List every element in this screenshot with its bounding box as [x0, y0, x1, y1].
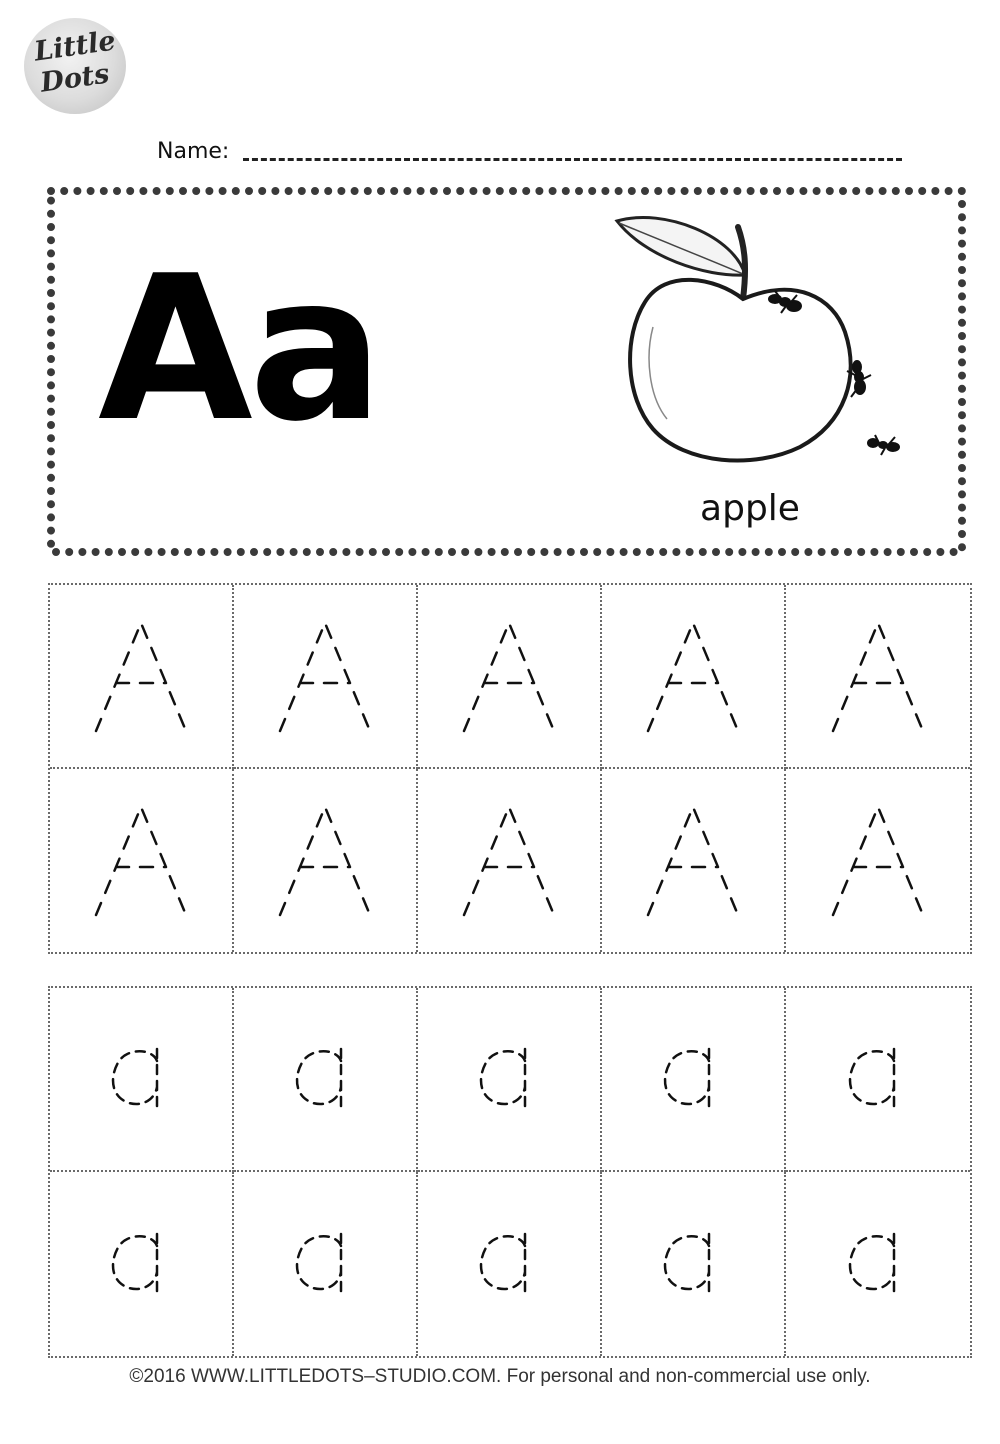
uppercase-dashed-letter-A — [454, 795, 564, 925]
uppercase-dashed-letter-A — [86, 611, 196, 741]
lowercase-tracing-cell[interactable] — [234, 1172, 418, 1356]
uppercase-tracing-cell[interactable] — [786, 769, 970, 953]
footer-copyright: ©2016 WWW.LITTLEDOTS–STUDIO.COM. For personal and non-commercial use only. — [129, 1366, 871, 1387]
uppercase-tracing-cell[interactable] — [234, 769, 418, 953]
lowercase-tracing-cell[interactable] — [50, 988, 234, 1172]
lowercase-tracing-grid — [48, 986, 972, 1358]
hero-letter-panel — [45, 185, 968, 558]
uppercase-tracing-cell[interactable] — [602, 769, 786, 953]
uppercase-tracing-grid — [48, 583, 972, 954]
logo-line-2: Dots — [38, 58, 112, 99]
name-label: Name: — [157, 139, 230, 164]
lowercase-tracing-cell[interactable] — [418, 1172, 602, 1356]
lowercase-dashed-letter-a — [469, 1224, 549, 1304]
little-dots-logo — [24, 18, 126, 114]
lowercase-dashed-letter-a — [838, 1224, 918, 1304]
lowercase-tracing-cell[interactable] — [602, 988, 786, 1172]
uppercase-dashed-letter-A — [270, 611, 380, 741]
lowercase-dashed-letter-a — [285, 1039, 365, 1119]
uppercase-tracing-cell[interactable] — [786, 585, 970, 769]
lowercase-dashed-letter-a — [838, 1039, 918, 1119]
lowercase-dashed-letter-a — [653, 1039, 733, 1119]
lowercase-tracing-cell[interactable] — [786, 1172, 970, 1356]
logo-line-1: Little — [32, 25, 118, 68]
lowercase-tracing-cell[interactable] — [602, 1172, 786, 1356]
uppercase-tracing-cell[interactable] — [50, 585, 234, 769]
uppercase-dashed-letter-A — [270, 795, 380, 925]
hero-letters: Aa — [98, 233, 380, 466]
name-field[interactable] — [157, 130, 902, 166]
uppercase-tracing-cell[interactable] — [418, 585, 602, 769]
uppercase-dashed-letter-A — [823, 795, 933, 925]
picture-word: apple — [700, 488, 800, 529]
lowercase-tracing-cell[interactable] — [234, 988, 418, 1172]
uppercase-dashed-letter-A — [823, 611, 933, 741]
lowercase-dashed-letter-a — [653, 1224, 733, 1304]
uppercase-tracing-cell[interactable] — [50, 769, 234, 953]
lowercase-dashed-letter-a — [101, 1224, 181, 1304]
uppercase-tracing-cell[interactable] — [602, 585, 786, 769]
name-write-line[interactable] — [243, 148, 902, 161]
uppercase-tracing-cell[interactable] — [418, 769, 602, 953]
lowercase-tracing-cell[interactable] — [50, 1172, 234, 1356]
lowercase-dashed-letter-a — [101, 1039, 181, 1119]
uppercase-dashed-letter-A — [638, 795, 748, 925]
lowercase-tracing-cell[interactable] — [786, 988, 970, 1172]
apple-icon — [605, 207, 905, 487]
lowercase-dashed-letter-a — [469, 1039, 549, 1119]
uppercase-dashed-letter-A — [638, 611, 748, 741]
lowercase-tracing-cell[interactable] — [418, 988, 602, 1172]
uppercase-dashed-letter-A — [86, 795, 196, 925]
uppercase-tracing-cell[interactable] — [234, 585, 418, 769]
lowercase-dashed-letter-a — [285, 1224, 365, 1304]
uppercase-dashed-letter-A — [454, 611, 564, 741]
